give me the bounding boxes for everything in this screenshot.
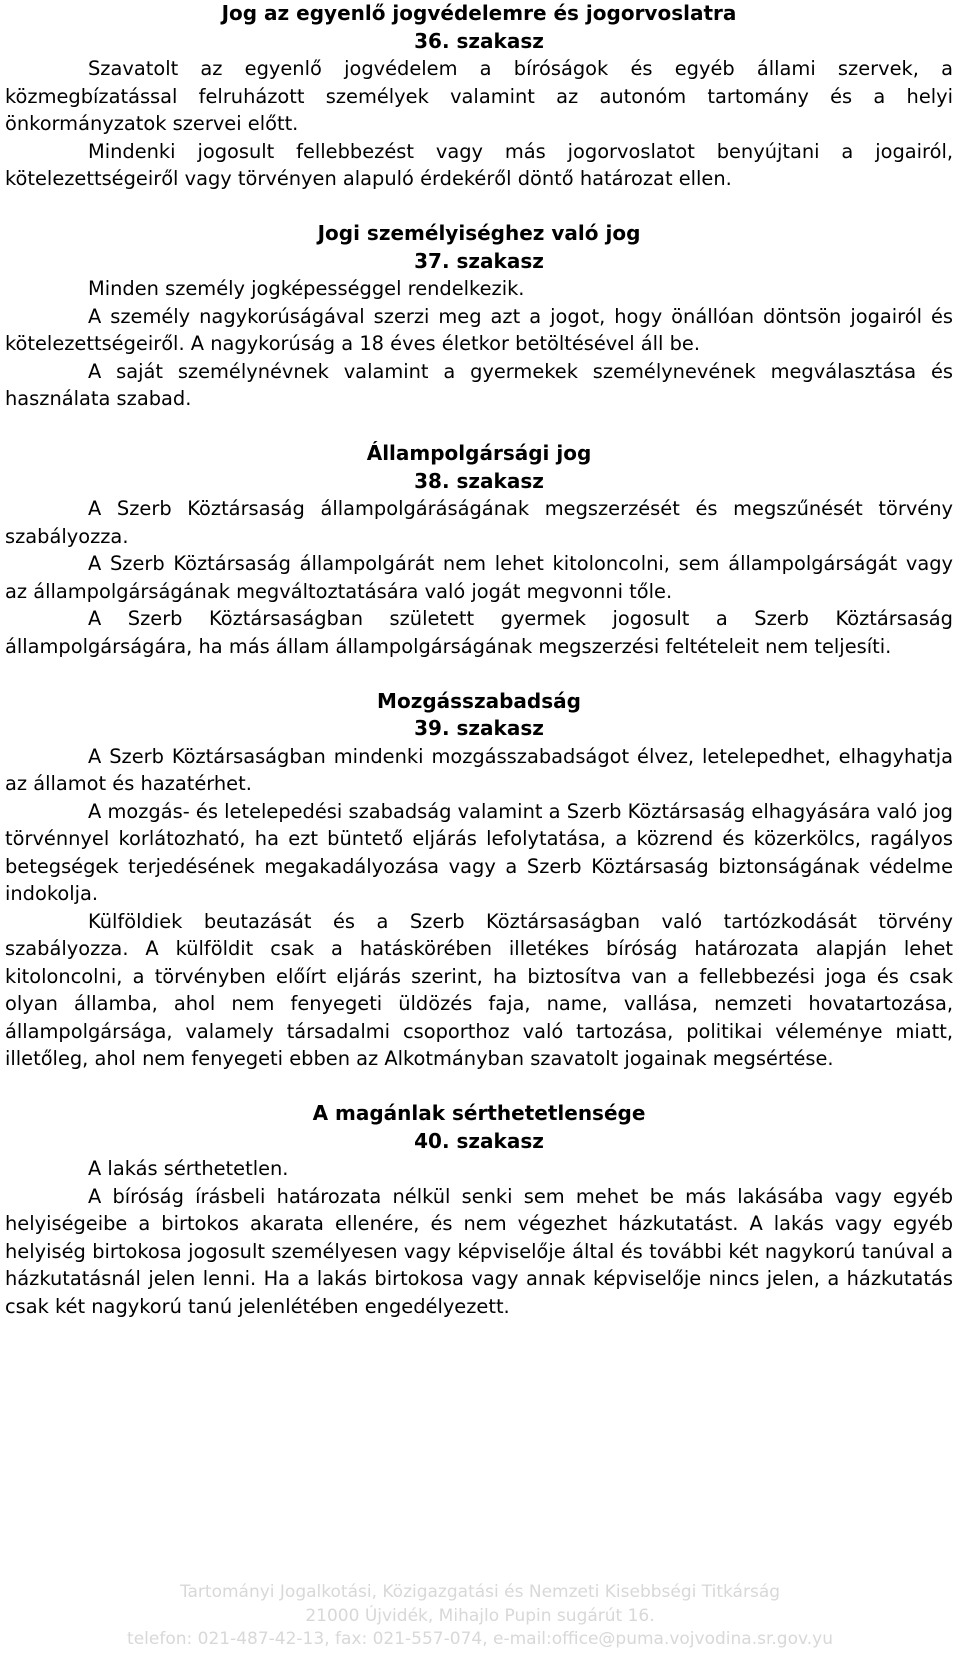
- section-number: 40. szakasz: [414, 1128, 544, 1153]
- paragraph: Mindenki jogosult fellebbezést vagy más jogorvoslatot benyújtani a jogairól, kötelezettségeiről vagy törvényen alapuló érdekéről döntő határozat ellen.: [5, 139, 953, 190]
- section-36: [5, 0, 953, 193]
- section-40: [5, 1100, 953, 1320]
- paragraph: Külföldiek beutazását és a Szerb Köztársaságban való tartózkodását törvény szabályozza. A külföldit csak a hatáskörében illetékes bíróság határozata alapján lehet kitoloncolni, a törvényben előírt eljárás szerint, ha biztosítva van a fellebbezési joga és csak olyan államba, ahol nem fenyegeti üldözés faja, name, vallása, nemzeti hovatartozása, állampolgársága, valamely társadalmi csoporthoz való tartozása, politikai véleménye miatt, illetőleg, ahol nem fenyegeti ebben az Alkotmányban szavatolt jogainak megsértése.: [5, 909, 953, 1070]
- paragraph: A mozgás- és letelepedési szabadság valamint a Szerb Köztársaság elhagyására való jog törvénnyel korlátozható, ha ezt büntető eljárás lefolytatása, a közrend és közerkölcs, ragályos betegségek terjedésének megakadályozása vagy a Szerb Köztársaság biztonságának védelme indokolja.: [5, 799, 953, 905]
- section-heading: A magánlak sérthetetlensége: [312, 1101, 646, 1125]
- section-number: 39. szakasz: [414, 716, 544, 740]
- section-heading: Állampolgársági jog: [366, 441, 592, 465]
- page-footer: [0, 1581, 960, 1652]
- footer-address: 21000 Újvidék, Mihajlo Pupin sugárút 16.: [305, 1605, 655, 1626]
- paragraph: A bíróság írásbeli határozata nélkül senki sem mehet be más lakásába vagy egyéb helyiségeibe a birtokos akarata ellenére, és nem végezhet házkutatást. A lakás vagy egyéb helyiség birtokosa jogosult személyesen vagy képviselője által és további két nagykorú tanúval a házkutatásnál jelen lenni. Ha a lakás birtokosa vagy annak képviselője nincs jelen, a házkutatás csak két nagykorú tanú jelenlétében engedélyezett.: [5, 1184, 953, 1318]
- footer-contact: telefon: 021-487-42-13, fax: 021-557-074, e-mail:office@puma.vojvodina.sr.gov.yu: [127, 1629, 833, 1649]
- section-spacer: [5, 413, 953, 441]
- section-spacer: [5, 1073, 953, 1101]
- section-heading: Mozgásszabadság: [377, 688, 581, 713]
- section-heading: Jog az egyenlő jogvédelemre és jogorvoslatra: [221, 1, 737, 25]
- paragraph: A lakás sérthetetlen.: [88, 1157, 289, 1180]
- paragraph: A Szerb Köztársaság állampolgárát nem lehet kitoloncolni, sem állampolgárságát vagy az állampolgárságának megváltoztatására való jogát megvonni tőle.: [5, 552, 953, 603]
- section-number: 36. szakasz: [414, 28, 544, 53]
- section-39: [5, 688, 953, 1073]
- document-page: [5, 0, 953, 1320]
- paragraph: A Szerb Köztársaságban született gyermek jogosult a Szerb Köztársaság állampolgárságára, ha más állam állampolgárságának megszerzési feltételeit nem teljesíti.: [5, 607, 953, 658]
- section-number: 37. szakasz: [414, 248, 544, 273]
- paragraph: A Szerb Köztársaságban mindenki mozgásszabadságot élvez, letelepedhet, elhagyhatja az államot és hazatérhet.: [5, 744, 953, 795]
- paragraph: A Szerb Köztársaság állampolgáráságának megszerzését és megszűnését törvény szabályozza.: [5, 497, 953, 548]
- section-heading: Jogi személyiséghez való jog: [317, 221, 641, 245]
- section-spacer: [5, 193, 953, 221]
- paragraph: A személy nagykorúságával szerzi meg azt a jogot, hogy önállóan döntsön jogairól és kötelezettségeiről. A nagykorúság a 18 éves életkor betöltésével áll be.: [5, 304, 953, 355]
- footer-organization: Tartományi Jogalkotási, Közigazgatási és Nemzeti Kisebbségi Titkárság: [179, 1582, 781, 1602]
- paragraph: A saját személynévnek valamint a gyermekek személynevének megválasztása és használata szabad.: [5, 359, 953, 410]
- section-number: 38. szakasz: [414, 468, 544, 493]
- section-spacer: [5, 660, 953, 688]
- section-38: [5, 440, 953, 660]
- section-37: [5, 220, 953, 413]
- paragraph: Minden személy jogképességgel rendelkezik.: [88, 277, 525, 300]
- paragraph: Szavatolt az egyenlő jogvédelem a bíróságok és egyéb állami szervek, a közmegbízatással felruházott személyek valamint az autonóm tartomány és a helyi önkormányzatok szervei előtt.: [5, 57, 953, 135]
